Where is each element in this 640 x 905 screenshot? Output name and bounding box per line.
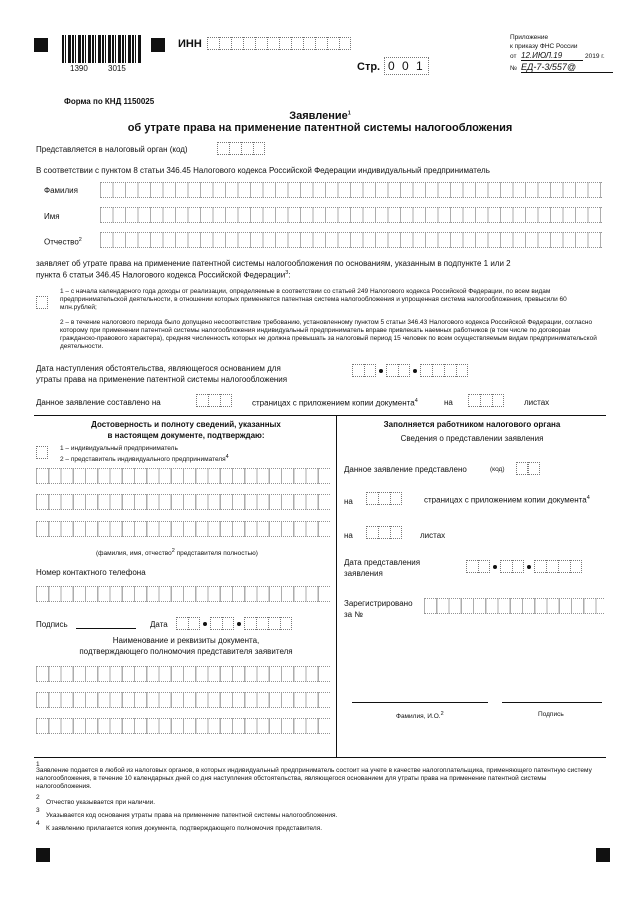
fio-caption-text: (фамилия, имя, отчество <box>96 550 172 558</box>
representative-fio-line-2[interactable] <box>36 494 330 510</box>
right-head-2: Сведения о представлении заявления <box>400 434 544 443</box>
composed-sheets-field[interactable] <box>468 394 504 407</box>
tax-organ-label: Представляется в налоговый орган (код) <box>36 145 188 154</box>
appendix-label: Приложение <box>510 34 549 41</box>
footnote-3-num: 3 <box>36 807 40 814</box>
phone-label: Номер контактного телефона <box>36 568 146 577</box>
patronymic-sup: 2 <box>78 237 82 243</box>
registered-label-2: за № <box>344 610 363 619</box>
officer-fio-sup: 2 <box>440 711 444 717</box>
right-pages-with <box>424 495 590 505</box>
officer-signature-caption: Подпись <box>538 711 564 718</box>
name-label: Имя <box>44 212 60 221</box>
inn-field[interactable] <box>207 37 351 50</box>
form-title <box>0 110 640 122</box>
submitted-code-caption: (код) <box>490 466 505 473</box>
fio-caption-sup: 2 <box>171 548 175 554</box>
officer-fio-caption <box>396 711 444 721</box>
footnote-divider <box>34 757 606 758</box>
composed-pages-field[interactable] <box>196 394 232 407</box>
footnote-2: Отчество указывается при наличии. <box>46 799 156 806</box>
right-on2-label: на <box>344 531 353 540</box>
composed-pages-with-text: страницах с приложением копии документа <box>252 398 415 408</box>
sign-line[interactable] <box>76 628 136 629</box>
barcode-number-right: 3015 <box>108 64 126 73</box>
page-number: 0 0 1 <box>384 57 429 75</box>
submitted-code-field[interactable] <box>516 462 540 475</box>
right-pages-field[interactable] <box>366 492 402 505</box>
footnote-1-num: 1 <box>36 761 40 768</box>
right-sheets-label: листах <box>420 531 446 540</box>
footnote-2-num: 2 <box>36 794 40 801</box>
right-pages-with-text: страницах с приложением копии документа <box>424 495 587 505</box>
sign-date-field[interactable] <box>176 617 292 630</box>
left-head-2: в настоящем документе, подтверждаю: <box>107 431 265 440</box>
patronymic-label <box>44 237 82 247</box>
footnote-4: К заявлению прилагается копия документа, подтверждающего полномочия представителя. <box>46 825 323 832</box>
barcode <box>62 35 142 63</box>
appendix-num-handwritten: ЕД-7-3/557@ <box>521 62 613 73</box>
declares-text-2: пункта 6 статьи 346.45 Налогового кодекса Российской Федерации$^3$: <box>36 270 291 280</box>
doc-field-1[interactable] <box>36 666 330 682</box>
registered-label-1: Зарегистрировано <box>344 599 413 608</box>
composed-pages-with-sup: 4 <box>414 398 418 404</box>
doc-field-3[interactable] <box>36 718 330 734</box>
doc-head-2: подтверждающего полномочия представителя заявителя <box>79 647 293 656</box>
composed-pages-with <box>252 398 418 408</box>
signer-opt-2-text: 2 – представитель индивидуального предпринимателя <box>60 456 226 464</box>
officer-fio-text: Фамилия, И.О. <box>396 713 441 721</box>
doc-field-2[interactable] <box>36 692 330 708</box>
form-title-text: Заявление <box>289 110 348 122</box>
date-occur-label-1: Дата наступления обстоятельства, являющегося основанием для <box>36 364 281 373</box>
reason-code-field[interactable] <box>36 296 48 309</box>
corner-marker-bottom-left <box>36 848 50 862</box>
page-label: Стр. <box>357 61 381 73</box>
left-head-1: Достоверность и полноту сведений, указанных <box>91 420 281 429</box>
appendix-order: к приказу ФНС России <box>510 43 578 50</box>
form-knd: Форма по КНД 1150025 <box>64 97 155 106</box>
composed-label: Данное заявление составлено на <box>36 398 161 407</box>
fio-caption <box>96 548 258 558</box>
right-sheets-field[interactable] <box>366 526 402 539</box>
declares-text: заявляет об утрате права на применение патентной системы налогообложения по основаниям, указанным в подпункте 1 или 2 <box>36 259 511 268</box>
appendix-date-prefix: от <box>510 53 517 60</box>
right-pages-with-sup: 4 <box>586 495 590 501</box>
reason-1-text: 1 – с начала календарного года доходы от реализации, определяемые в соответствии со статьей 249 Налогового кодекса Российской Федерации, по всем видам предпринимательской деятельности, в отношении которых применяется патентная система налогообложения и упрощенная система налогообложения, превысили 60 млн.рублей; <box>60 288 567 312</box>
barcode-number-left: 1390 <box>70 64 88 73</box>
fio-caption-text-2: представителя полностью) <box>176 550 258 558</box>
inn-label: ИНН <box>178 38 202 50</box>
right-head-1: Заполняется работником налогового органа <box>383 420 561 429</box>
appendix-date-handwritten: 12.ИЮЛ.19 <box>521 51 583 61</box>
right-date-field[interactable] <box>466 560 582 573</box>
form-subtitle: об утрате права на применение патентной системы налогообложения <box>127 122 513 134</box>
right-on-label: на <box>344 497 353 506</box>
patronymic-field[interactable] <box>100 232 602 248</box>
representative-fio-line-1[interactable] <box>36 468 330 484</box>
phone-field[interactable] <box>36 586 330 602</box>
signer-opt-2 <box>60 454 229 464</box>
right-date-label-1: Дата представления <box>344 558 421 567</box>
date-occur-label-2: утраты права на применение патентной системы налогообложения <box>36 375 288 384</box>
signer-opt-1: 1 – индивидуальный предприниматель <box>60 445 178 452</box>
appendix-num-prefix: № <box>510 65 517 72</box>
footnote-1: Заявление подается в любой из налоговых органов, в которых индивидуальный предприниматель состоит на учете в качестве налогоплательщика, применяющего патентную систему налогообложения, в течение 10 календарных дней со дня наступления обстоятельства, являющегося основанием для утраты права на применение патентной системы налогообложения. <box>36 767 592 791</box>
right-date-label-2: заявления <box>344 569 383 578</box>
officer-signature-line[interactable] <box>502 702 602 703</box>
date-label: Дата <box>150 620 168 629</box>
appendix-date-suffix: 2019 г. <box>585 53 605 60</box>
corner-marker-top-left <box>34 38 48 52</box>
according-text: В соответствии с пунктом 8 статьи 346.45 Налогового кодекса Российской Федерации индивидуальный предприниматель <box>36 166 490 175</box>
declares-text-2-line: пункта 6 статьи 346.45 Налогового кодекса Российской Федерации <box>36 270 286 280</box>
name-field[interactable] <box>100 207 602 223</box>
registered-number-field[interactable] <box>424 598 604 614</box>
sign-label: Подпись <box>36 620 68 629</box>
signer-type-field[interactable] <box>36 446 48 459</box>
officer-fio-line[interactable] <box>352 702 488 703</box>
representative-fio-line-3[interactable] <box>36 521 330 537</box>
submitted-label: Данное заявление представлено <box>344 465 467 474</box>
reason-2-text: 2 – в течение налогового периода было допущено несоответствие требованию, установленному пунктом 5 статьи 346.43 Налогового кодекса Российской Федерации, согласно которому при применении патентной системы налогообложения индивидуальный предприниматель вправе привлекать наемных работников (в том числе по договорам гражданско-правового характера), средняя численность которых не должна превышать за налоговый период 15 человек по всем осуществляемым видам предпринимательской деятельности. <box>60 319 597 351</box>
patronymic-text: Отчество <box>44 237 79 247</box>
doc-head-1: Наименование и реквизиты документа, <box>112 636 260 645</box>
composed-on: на <box>444 398 453 407</box>
surname-label: Фамилия <box>44 186 78 195</box>
section-divider <box>34 415 606 416</box>
footnote-4-num: 4 <box>36 820 40 827</box>
tax-organ-code-field[interactable] <box>217 142 265 155</box>
corner-marker-top-mid <box>151 38 165 52</box>
composed-sheets: листах <box>524 398 550 407</box>
form-title-sup: 1 <box>347 110 351 117</box>
column-divider <box>336 416 337 758</box>
footnote-3: Указывается код основания утраты права на применение патентной системы налогообложения. <box>46 812 338 819</box>
surname-field[interactable] <box>100 182 602 198</box>
date-occur-field[interactable] <box>352 364 468 377</box>
corner-marker-bottom-right <box>596 848 610 862</box>
declares-sup: 3 <box>285 270 289 276</box>
signer-opt-sup: 4 <box>225 454 229 460</box>
